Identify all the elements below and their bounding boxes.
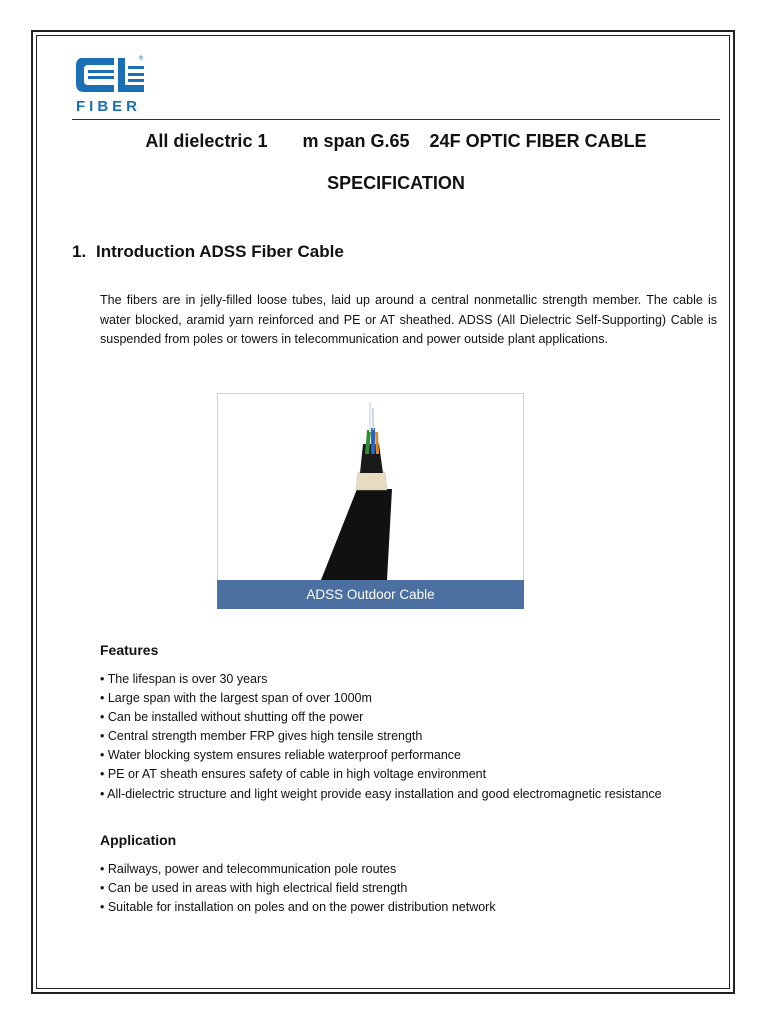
application-item: • Suitable for installation on poles and on the power distribution network [100,900,496,915]
feature-item: • Can be installed without shutting off the power [100,710,364,725]
application-item: • Railways, power and telecommunication pole routes [100,862,397,876]
document-subtitle: SPECIFICATION [327,173,465,193]
figure-caption: ADSS Outdoor Cable [217,580,524,609]
logo-wordmark: FIBER [76,98,141,115]
title-part-2: m span G.65 [302,131,410,151]
feature-item: • Water blocking system ensures reliable waterproof performance [100,748,462,763]
cable-image [217,394,524,580]
section-number: 1. [72,242,87,261]
features-heading: Features [100,642,159,658]
document-title [72,131,720,152]
registered-mark: ® [138,55,144,62]
application-list [100,860,720,917]
feature-item: • All-dielectric structure and light weight provide easy installation and good electromagnetic resistance [100,786,662,801]
title-part-1: All dielectric 1 [145,131,268,151]
section-title: Introduction ADSS Fiber Cable [96,242,344,261]
application-heading: Application [100,832,177,848]
intro-paragraph: The fibers are in jelly-filled loose tubes, laid up around a central nonmetallic strength member. The cable is water blocked, aramid yarn reinforced and PE or AT sheathed. ADSS (All Dielectric Self-Supporting) Cable is suspended from poles or towers in telecommunication and power outside plant applications. [100,293,717,346]
feature-item: • PE or AT sheath ensures safety of cable in high voltage environment [100,767,487,782]
feature-item: • The lifespan is over 30 years [100,672,268,686]
header-rule [72,119,720,120]
application-item: • Can be used in areas with high electrical field strength [100,881,408,896]
feature-item: • Large span with the largest span of over 1000m [100,691,372,706]
title-part-3: 24F OPTIC FIBER CABLE [429,131,647,151]
features-list [100,670,720,804]
section-heading [72,242,344,262]
feature-item: • Central strength member FRP gives high tensile strength [100,729,423,744]
